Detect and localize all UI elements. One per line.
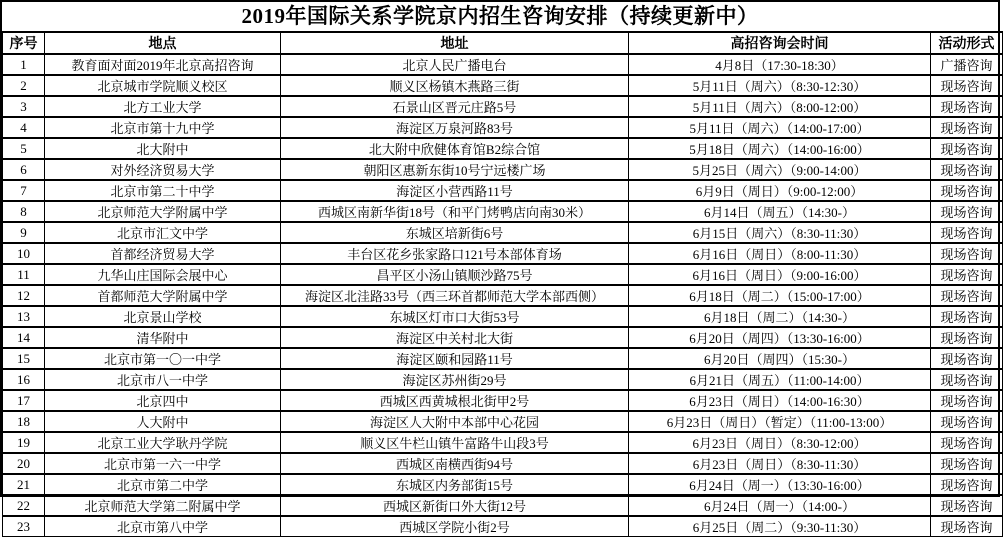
cell-no: 18 [3,411,45,432]
cell-no: 20 [3,453,45,474]
table-row [3,222,1003,243]
cell-location: 北京市第二中学 [45,474,281,495]
table-row [3,348,1003,369]
cell-address: 西城区西黄城根北街甲2号 [281,390,629,411]
cell-location: 北京四中 [45,390,281,411]
cell-no: 2 [3,75,45,96]
cell-no: 10 [3,243,45,264]
cell-time: 6月25日（周二）（9:30-11:30） [629,516,931,537]
cell-address: 海淀区北洼路33号（西三环首都师范大学本部西侧） [281,285,629,306]
cell-form: 现场咨询 [931,117,1003,138]
table-row [3,453,1003,474]
cell-address: 西城区南新华街18号（和平门烤鸭店向南30米） [281,201,629,222]
cell-location: 北京师范大学第二附属中学 [45,495,281,516]
cell-form: 现场咨询 [931,453,1003,474]
cell-address: 北大附中欣健体育馆B2综合馆 [281,138,629,159]
cell-address: 东城区培新街6号 [281,222,629,243]
cell-location: 首都经济贸易大学 [45,243,281,264]
cell-time: 5月11日（周六）（8:30-12:30） [629,75,931,96]
cell-time: 5月25日（周六）（9:00-14:00） [629,159,931,180]
cell-no: 11 [3,264,45,285]
cell-no: 4 [3,117,45,138]
cell-form: 现场咨询 [931,201,1003,222]
cell-address: 昌平区小汤山镇顺沙路75号 [281,264,629,285]
schedule-table [2,31,1003,537]
cell-time: 6月18日（周二）（14:30-） [629,306,931,327]
cell-no: 5 [3,138,45,159]
cell-location: 人大附中 [45,411,281,432]
cell-address: 海淀区小营西路11号 [281,180,629,201]
cell-location: 北京市第二十中学 [45,180,281,201]
cell-time: 6月16日（周日）（9:00-16:00） [629,264,931,285]
cell-no: 9 [3,222,45,243]
cell-no: 1 [3,54,45,75]
cell-time: 5月18日（周六）（14:00-16:00） [629,138,931,159]
cell-time: 6月20日（周四）（15:30-） [629,348,931,369]
cell-form: 现场咨询 [931,75,1003,96]
cell-time: 6月23日（周日）（14:00-16:30） [629,390,931,411]
header-time: 高招咨询会时间 [629,32,931,54]
header-no: 序号 [3,32,45,54]
cell-no: 21 [3,474,45,495]
cell-no: 12 [3,285,45,306]
cell-form: 现场咨询 [931,264,1003,285]
cell-form: 现场咨询 [931,96,1003,117]
cell-address: 西城区新街口外大街12号 [281,495,629,516]
cell-form: 现场咨询 [931,222,1003,243]
cell-no: 15 [3,348,45,369]
cell-form: 现场咨询 [931,369,1003,390]
table-row [3,54,1003,75]
table-row [3,390,1003,411]
table-row [3,201,1003,222]
cell-form: 现场咨询 [931,327,1003,348]
cell-address: 海淀区颐和园路11号 [281,348,629,369]
cell-location: 北京工业大学耿丹学院 [45,432,281,453]
cell-address: 丰台区花乡张家路口121号本部体育场 [281,243,629,264]
table-row [3,474,1003,495]
cell-time: 6月18日（周二）（15:00-17:00） [629,285,931,306]
cell-form: 现场咨询 [931,432,1003,453]
table-row [3,180,1003,201]
cell-address: 石景山区晋元庄路5号 [281,96,629,117]
table-row [3,285,1003,306]
header-row [3,32,1003,54]
cell-address: 东城区内务部街15号 [281,474,629,495]
cell-no: 19 [3,432,45,453]
cell-time: 6月14日（周五）（14:30-） [629,201,931,222]
header-address: 地址 [281,32,629,54]
cell-address: 西城区南横西街94号 [281,453,629,474]
cell-no: 8 [3,201,45,222]
cell-no: 17 [3,390,45,411]
cell-location: 北京城市学院顺义校区 [45,75,281,96]
cell-form: 现场咨询 [931,243,1003,264]
cell-location: 九华山庄国际会展中心 [45,264,281,285]
cell-location: 对外经济贸易大学 [45,159,281,180]
cell-form: 现场咨询 [931,285,1003,306]
cell-address: 海淀区中关村北大街 [281,327,629,348]
table-row [3,516,1003,537]
cell-time: 6月24日（周一）（14:00-） [629,495,931,516]
cell-time: 6月23日（周日）（8:30-11:30） [629,453,931,474]
table-row [3,243,1003,264]
cell-form: 现场咨询 [931,159,1003,180]
table-row [3,138,1003,159]
header-location: 地点 [45,32,281,54]
cell-time: 5月11日（周六）（8:00-12:00） [629,96,931,117]
cell-time: 6月9日（周日）（9:00-12:00） [629,180,931,201]
cell-time: 6月15日（周六）（8:30-11:30） [629,222,931,243]
cell-no: 7 [3,180,45,201]
cell-address: 东城区灯市口大街53号 [281,306,629,327]
table-row [3,369,1003,390]
cell-address: 西城区学院小街2号 [281,516,629,537]
table-row [3,117,1003,138]
cell-location: 北京市第一六一中学 [45,453,281,474]
cell-no: 23 [3,516,45,537]
cell-location: 北京景山学校 [45,306,281,327]
cell-no: 13 [3,306,45,327]
cell-time: 5月11日（周六）（14:00-17:00） [629,117,931,138]
cell-address: 海淀区苏州街29号 [281,369,629,390]
cell-time: 6月23日（周日）（8:30-12:00） [629,432,931,453]
table-row [3,432,1003,453]
cell-location: 北京市汇文中学 [45,222,281,243]
cell-no: 14 [3,327,45,348]
table-row [3,264,1003,285]
cell-location: 首都师范大学附属中学 [45,285,281,306]
cell-time: 6月16日（周日）（8:00-11:30） [629,243,931,264]
cell-address: 顺义区牛栏山镇牛富路牛山段3号 [281,432,629,453]
header-form: 活动形式 [931,32,1003,54]
cell-time: 6月23日（周日）（暂定）（11:00-13:00） [629,411,931,432]
table-row [3,327,1003,348]
cell-address: 海淀区万泉河路83号 [281,117,629,138]
table-row [3,75,1003,96]
cell-form: 现场咨询 [931,474,1003,495]
table-row [3,306,1003,327]
cell-form: 现场咨询 [931,390,1003,411]
cell-time: 6月20日（周四）（13:30-16:00） [629,327,931,348]
table-row [3,96,1003,117]
cell-no: 22 [3,495,45,516]
cell-location: 北京市第十九中学 [45,117,281,138]
cell-location: 清华附中 [45,327,281,348]
cell-location: 北京市第八中学 [45,516,281,537]
cell-location: 北方工业大学 [45,96,281,117]
cell-address: 朝阳区惠新东街10号宁远楼广场 [281,159,629,180]
cell-time: 6月24日（周一）（13:30-16:00） [629,474,931,495]
cell-no: 16 [3,369,45,390]
cell-form: 现场咨询 [931,411,1003,432]
cell-location: 北京市第一〇一中学 [45,348,281,369]
cell-location: 北京市八一中学 [45,369,281,390]
table-row [3,159,1003,180]
cell-address: 北京人民广播电台 [281,54,629,75]
table-row [3,495,1003,516]
cell-form: 现场咨询 [931,138,1003,159]
cell-time: 4月8日（17:30-18:30） [629,54,931,75]
cell-form: 现场咨询 [931,348,1003,369]
cell-location: 教育面对面2019年北京高招咨询 [45,54,281,75]
cell-time: 6月21日（周五）（11:00-14:00） [629,369,931,390]
cell-location: 北京师范大学附属中学 [45,201,281,222]
cell-form: 现场咨询 [931,495,1003,516]
cell-address: 海淀区人大附中本部中心花园 [281,411,629,432]
cell-form: 现场咨询 [931,180,1003,201]
cell-no: 3 [3,96,45,117]
cell-form: 现场咨询 [931,516,1003,537]
table-body [3,54,1003,537]
table-row [3,411,1003,432]
cell-location: 北大附中 [45,138,281,159]
page-title: 2019年国际关系学院京内招生咨询安排（持续更新中） [241,4,759,28]
cell-form: 广播咨询 [931,54,1003,75]
cell-address: 顺义区杨镇木燕路三街 [281,75,629,96]
cell-no: 6 [3,159,45,180]
cell-form: 现场咨询 [931,306,1003,327]
